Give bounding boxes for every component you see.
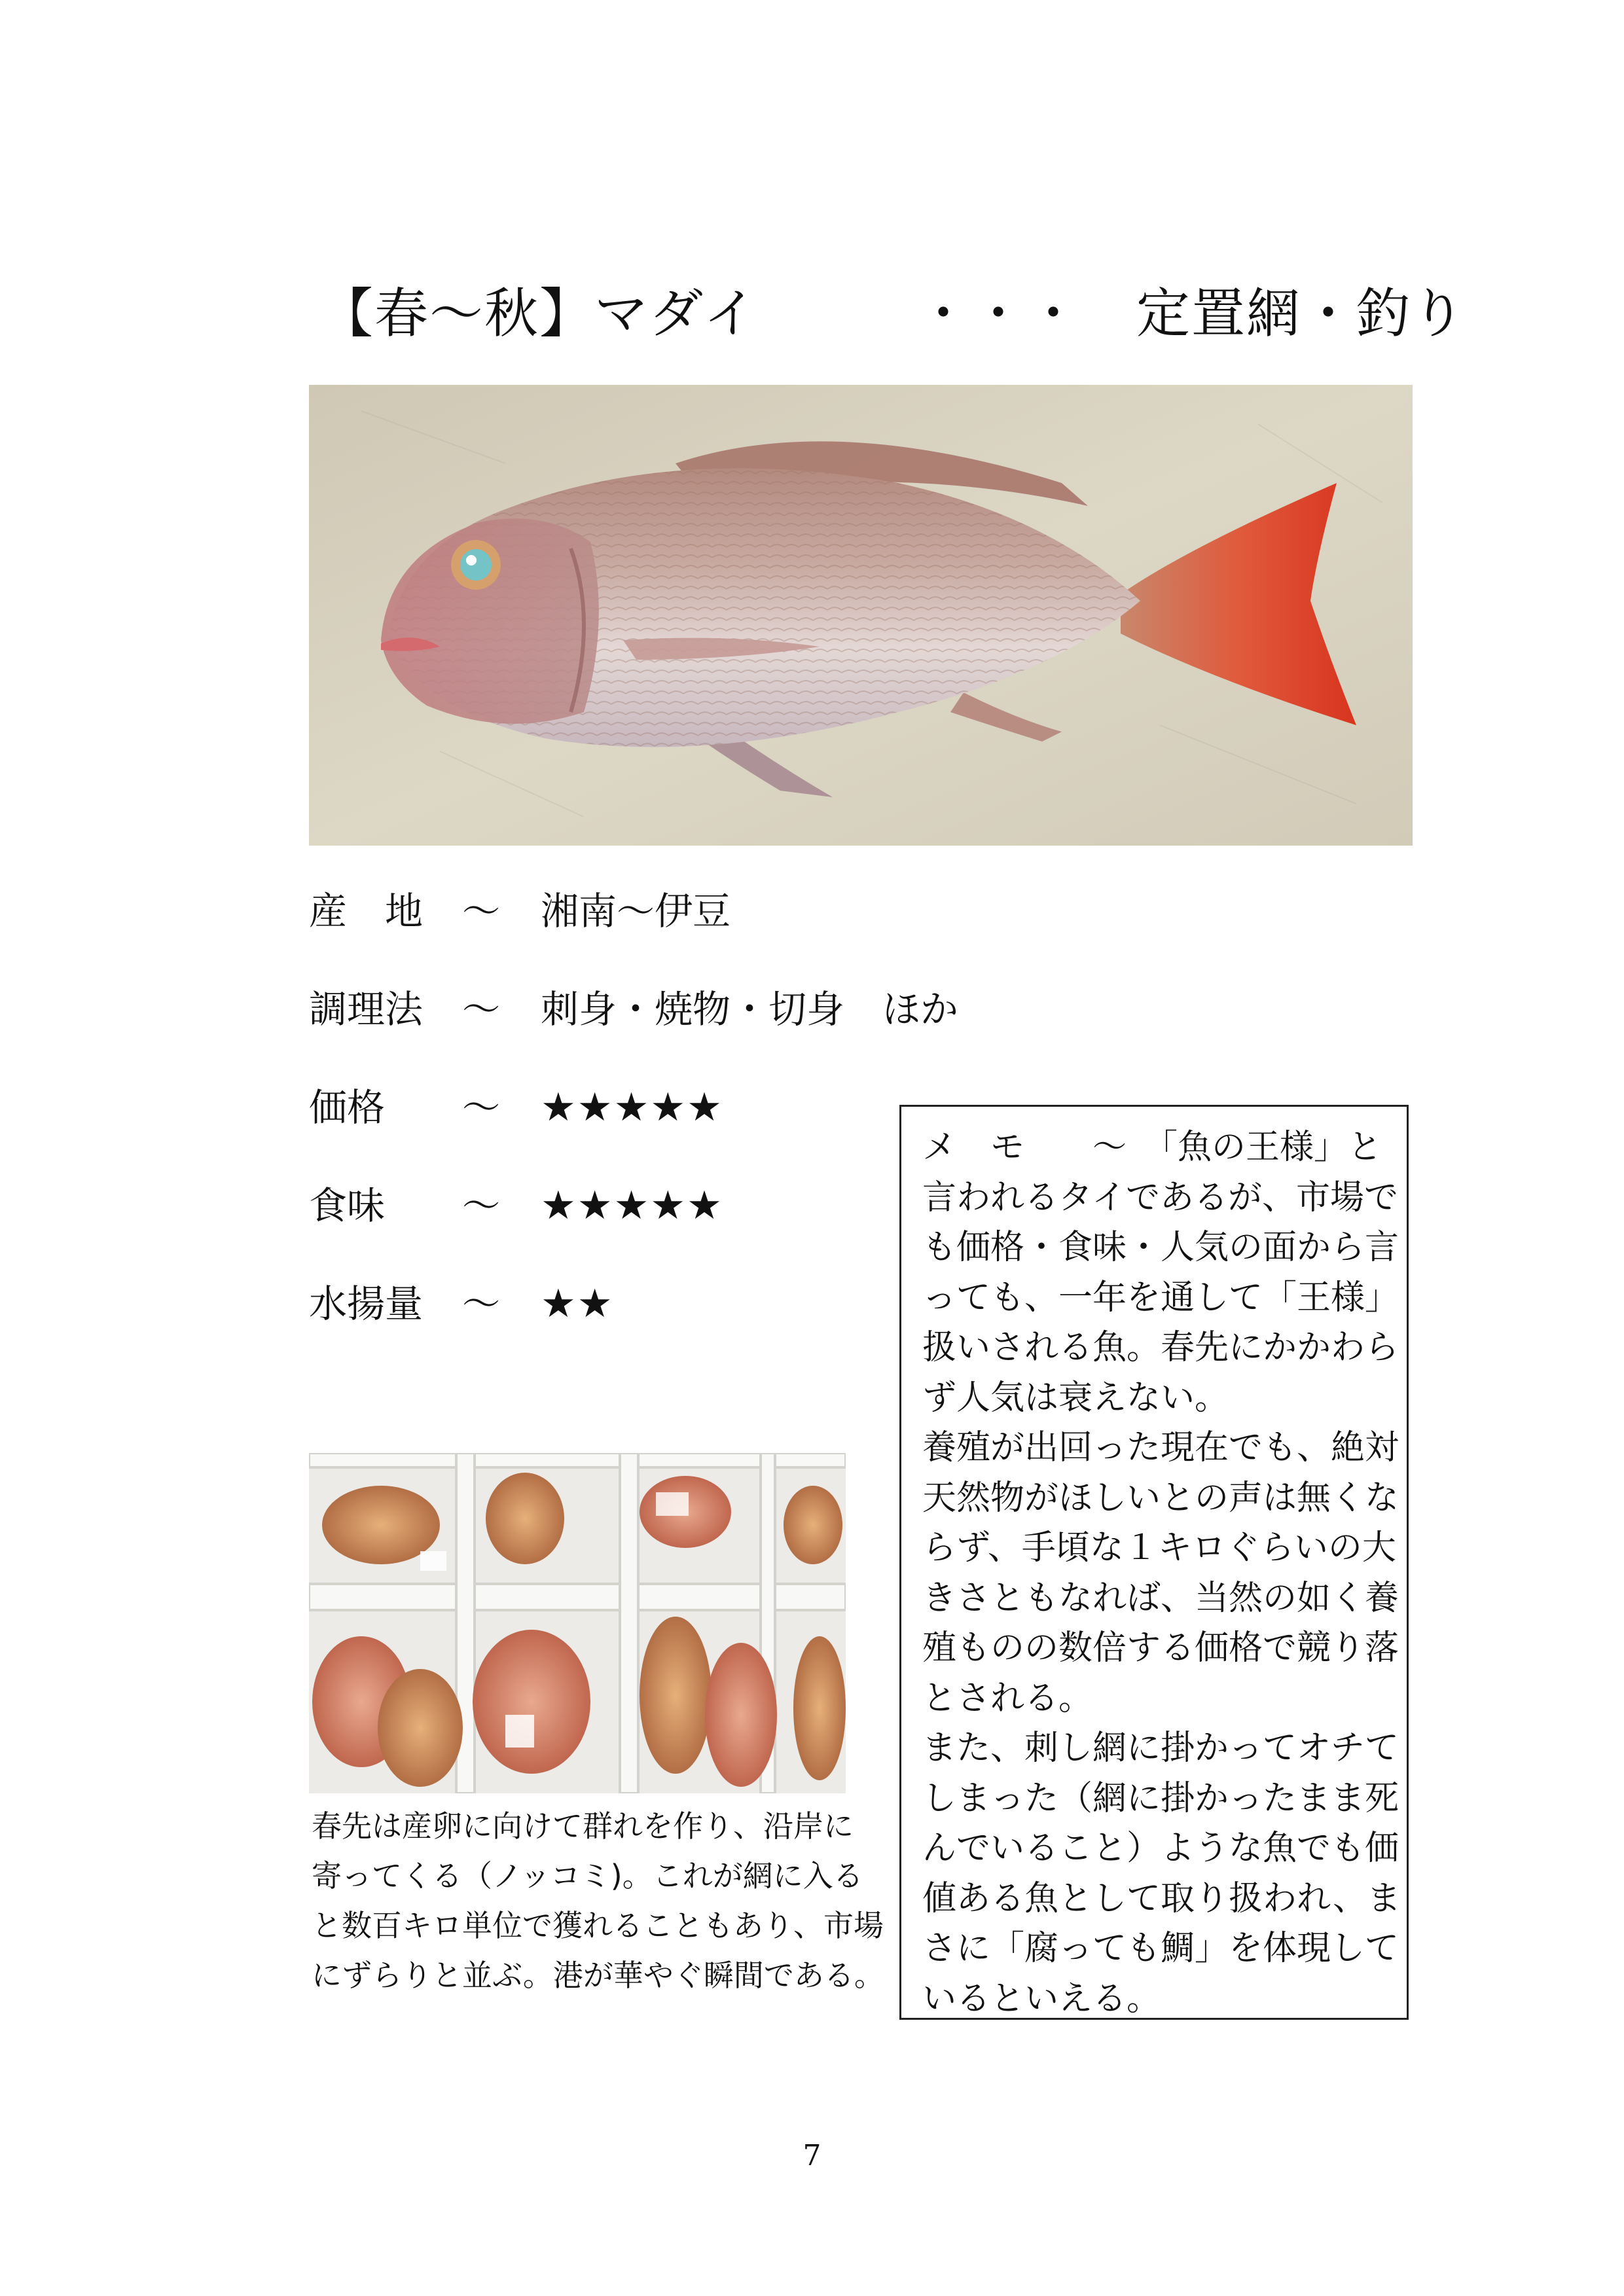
memo-line: また、刺し網に掛かってオチて <box>922 1729 1399 1768</box>
memo-line: とされる。 <box>922 1678 1093 1718</box>
memo-line: いるといえる。 <box>922 1979 1161 2018</box>
memo-line: も価格・食味・人気の面から言 <box>922 1228 1399 1267</box>
taste-label: 食味 <box>309 1183 386 1228</box>
taste-rating-stars: ★★★★★ <box>541 1183 723 1229</box>
cooking-value: 刺身・焼物・切身 ほか <box>541 987 959 1031</box>
memo-line: んでいること）ような魚でも価 <box>922 1829 1399 1868</box>
caption-line: 春先は産卵に向けて群れを作り、沿岸に <box>312 1808 854 1844</box>
memo-box <box>899 1105 1409 2020</box>
origin-value: 湘南～伊豆 <box>541 889 731 933</box>
origin-separator: ～ <box>462 889 501 933</box>
page-number: 7 <box>803 2139 821 2172</box>
memo-line: ず人気は衰えない。 <box>922 1378 1229 1418</box>
price-separator: ～ <box>462 1085 501 1130</box>
memo-line: さに「腐っても鯛」を体現して <box>922 1929 1399 1968</box>
caption-line: と数百キロ単位で獲れることもあり、市場 <box>312 1908 884 1943</box>
memo-line: 殖ものの数倍する価格で競り落 <box>922 1628 1399 1668</box>
memo-line: きさともなれば、当然の如く養 <box>922 1578 1399 1618</box>
memo-line: 天然物がほしいとの声は無くな <box>922 1478 1399 1518</box>
memo-line: 言われるタイであるが、市場で <box>922 1177 1398 1217</box>
price-label: 価格 <box>309 1085 386 1130</box>
market-photo-caption <box>312 1801 884 2000</box>
page-title: 【春～秋】マダイ <box>319 283 759 345</box>
memo-line: っても、一年を通して「王様」 <box>922 1278 1399 1318</box>
price-rating-stars: ★★★★★ <box>541 1085 723 1130</box>
catch-separator: ～ <box>462 1282 501 1326</box>
taste-separator: ～ <box>462 1183 501 1228</box>
catch-rating-stars: ★★ <box>541 1281 614 1327</box>
cooking-label: 調理法 <box>309 987 424 1031</box>
cooking-separator: ～ <box>462 987 501 1031</box>
market-photo <box>309 1453 846 1793</box>
origin-label: 産 地 <box>309 889 424 933</box>
memo-line: らず、手頃な１キロぐらいの大 <box>922 1528 1396 1568</box>
memo-line: 値ある魚として取り扱われ、ま <box>922 1878 1401 1918</box>
memo-line: 扱いされる魚。春先にかかわら <box>922 1328 1399 1367</box>
catch-label: 水揚量 <box>309 1282 424 1326</box>
memo-line: メ モ ～ 「魚の王様」と <box>922 1128 1382 1167</box>
caption-line: にずらりと並ぶ。港が華やぐ瞬間である。 <box>312 1958 884 1993</box>
memo-line: 養殖が出回った現在でも、絶対 <box>922 1428 1399 1467</box>
caption-line: 寄ってくる（ノッコミ)。これが網に入る <box>312 1858 863 1893</box>
memo-line: しまった（網に掛かったまま死 <box>922 1778 1399 1818</box>
madai-main-photo <box>309 385 1413 846</box>
fishing-method: ・・・ 定置網・釣り <box>916 283 1467 345</box>
